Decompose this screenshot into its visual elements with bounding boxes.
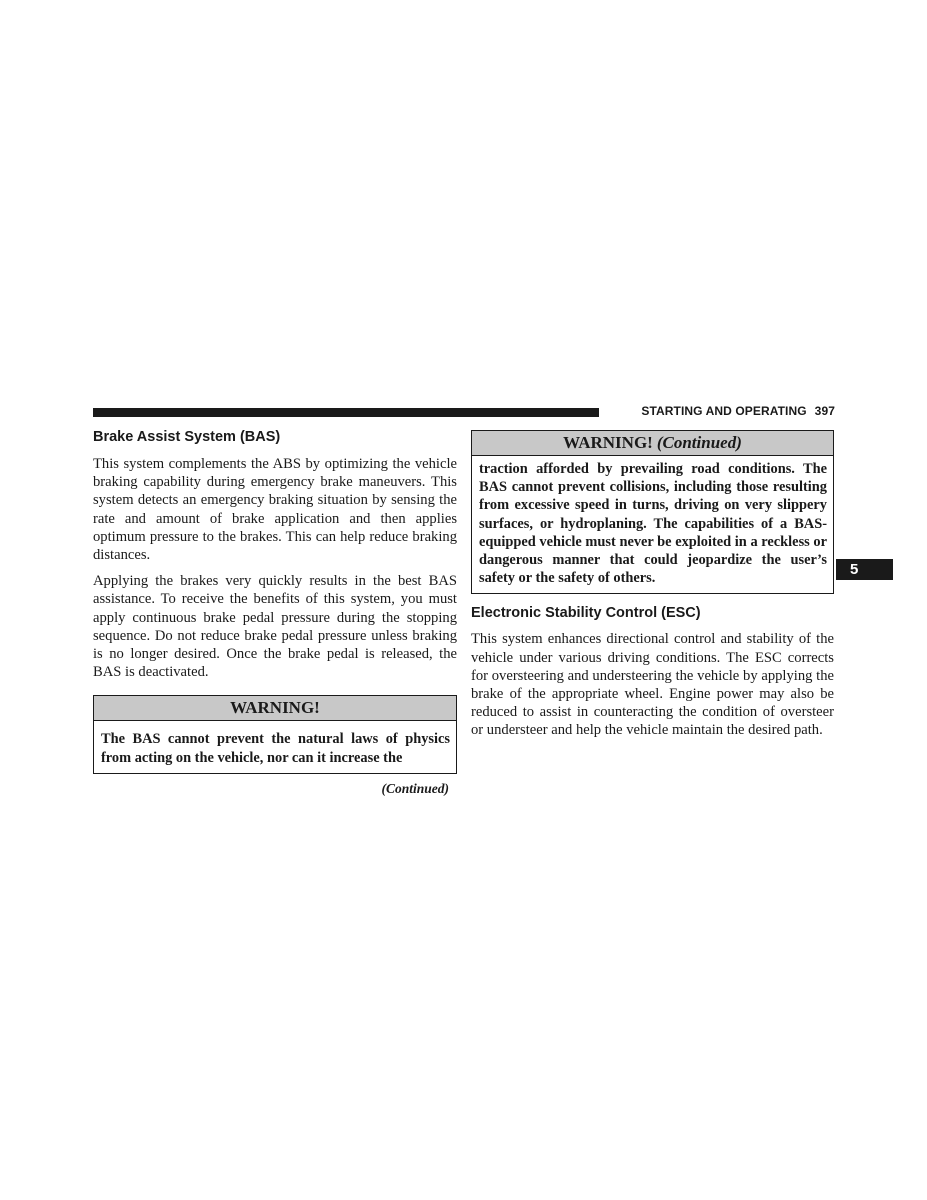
esc-paragraph-1: This system enhances directional control and stability of the vehicle under various driving conditions. The ESC corrects for oversteering and understeering the vehicle by applying the brake of the appropriate wheel. Engine power may also be reduced to assist in counteracting the condition of oversteer or understeer and help the vehicle maintain the desired path. (471, 631, 834, 739)
bas-paragraph-1: This system complements the ABS by optimizing the vehicle braking capability during emergency brake maneuvers. This system detects an emergency braking situation by sensing the rate and amount of brake application and then applies optimum pressure to the brakes. This can help reduce braking distances. (93, 456, 457, 564)
warning-continued-label: (Continued) (656, 433, 742, 452)
continued-note: (Continued) (381, 780, 449, 796)
warning-text: traction afforded by prevailing road conditions. The BAS cannot prevent collisions, including those resulting from excessive speed in turns, driving on very slippery surfaces, or hydroplaning. The capabilities of a BAS-equipped vehicle must never be exploited in a reckless or dangerous manner that could jeopardize the user’s safety or the safety of others. (479, 461, 827, 587)
page-number: 397 (814, 404, 835, 418)
right-column (471, 428, 834, 740)
warning-title: WARNING! (94, 696, 456, 721)
warning-text: The BAS cannot prevent the natural laws of physics from acting on the vehicle, nor can it increase the (101, 731, 450, 766)
continued-warning-box (471, 430, 834, 594)
left-column (93, 428, 457, 797)
warning-continued-title (472, 431, 833, 456)
bas-warning-box (93, 695, 457, 773)
running-header (600, 404, 835, 418)
header-bar (93, 408, 599, 417)
chapter-tab: 5 (836, 559, 893, 580)
section-heading-bas: Brake Assist System (BAS) (93, 429, 281, 445)
header-section-title: STARTING AND OPERATING (641, 404, 807, 418)
section-heading-esc: Electronic Stability Control (ESC) (471, 605, 701, 622)
bas-paragraph-2: Applying the brakes very quickly results in the best BAS assistance. To receive the benefits of this system, you must apply continuous brake pedal pressure during the stopping sequence. Do not reduce brake pedal pressure unless braking is no longer desired. Once the brake pedal is released, the BAS is deactivated. (93, 573, 457, 681)
warning-title: WARNING! (563, 433, 653, 452)
